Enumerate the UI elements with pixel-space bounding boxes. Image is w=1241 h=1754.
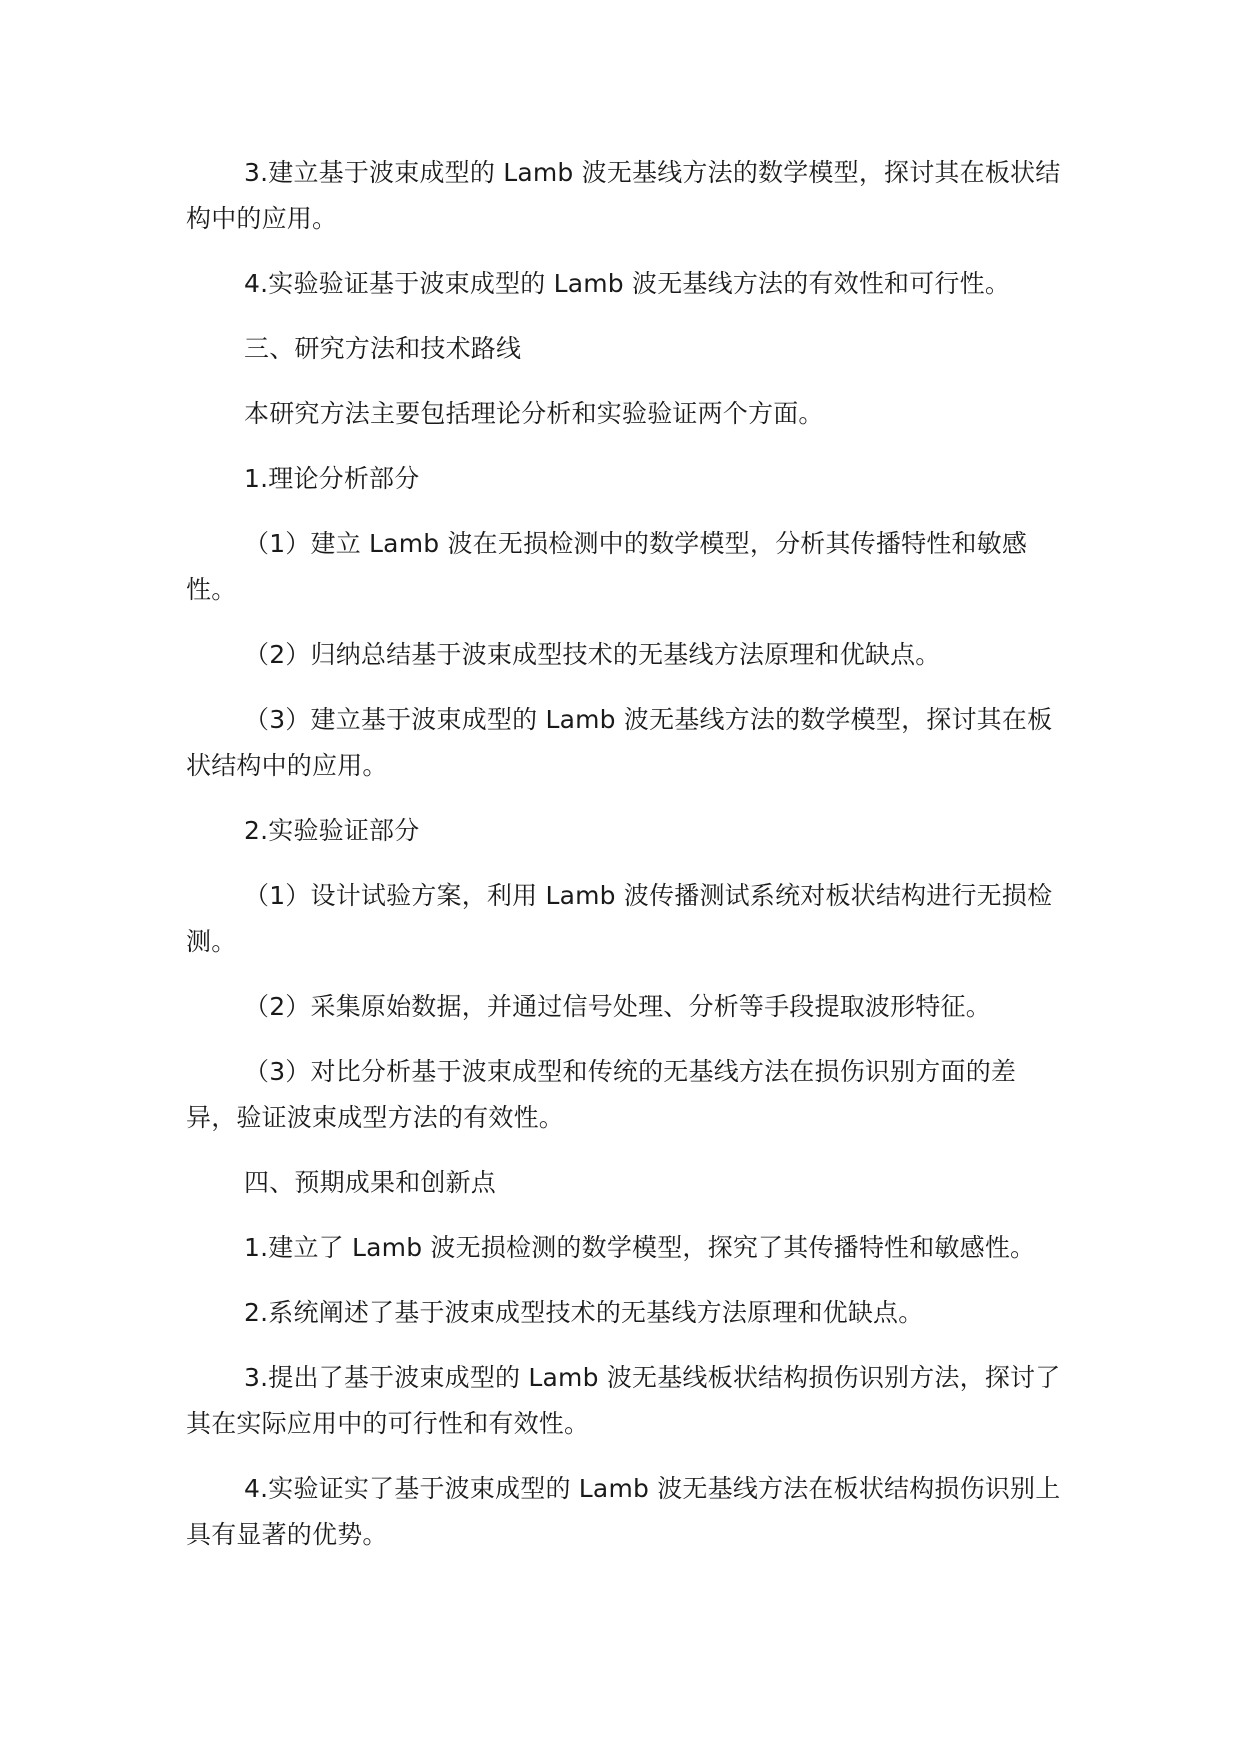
paragraph-objective-3: 3.建立基于波束成型的 Lamb 波无基线方法的数学模型，探讨其在板状结构中的应用。 bbox=[186, 158, 1061, 233]
paragraph-outcome-4: 4.实验证实了基于波束成型的 Lamb 波无基线方法在板状结构损伤识别上具有显著的优势。 bbox=[186, 1474, 1061, 1549]
section-heading-outcomes: 四、预期成果和创新点 bbox=[244, 1168, 497, 1197]
paragraph-outcome-2: 2.系统阐述了基于波束成型技术的无基线方法原理和优缺点。 bbox=[244, 1298, 924, 1327]
paragraph-experiment-2: （2）采集原始数据，并通过信号处理、分析等手段提取波形特征。 bbox=[244, 992, 991, 1021]
subheading-theory: 1.理论分析部分 bbox=[244, 464, 420, 493]
paragraph-theory-3: （3）建立基于波束成型的 Lamb 波无基线方法的数学模型，探讨其在板状结构中的应用。 bbox=[186, 705, 1053, 780]
paragraph-outcome-1: 1.建立了 Lamb 波无损检测的数学模型，探究了其传播特性和敏感性。 bbox=[244, 1233, 1036, 1262]
paragraph-outcome-3: 3.提出了基于波束成型的 Lamb 波无基线板状结构损伤识别方法，探讨了其在实际应用中的可行性和有效性。 bbox=[186, 1363, 1061, 1438]
paragraph-methods-intro: 本研究方法主要包括理论分析和实验验证两个方面。 bbox=[244, 399, 824, 428]
document-body bbox=[186, 150, 1066, 1577]
paragraph-theory-2: （2）归纳总结基于波束成型技术的无基线方法原理和优缺点。 bbox=[244, 640, 941, 669]
paragraph-experiment-1: （1）设计试验方案，利用 Lamb 波传播测试系统对板状结构进行无损检测。 bbox=[186, 881, 1053, 956]
paragraph-objective-4: 4.实验验证基于波束成型的 Lamb 波无基线方法的有效性和可行性。 bbox=[244, 269, 1011, 298]
paragraph-theory-1: （1）建立 Lamb 波在无损检测中的数学模型，分析其传播特性和敏感性。 bbox=[186, 529, 1028, 604]
subheading-experiment: 2.实验验证部分 bbox=[244, 816, 420, 845]
paragraph-experiment-3: （3）对比分析基于波束成型和传统的无基线方法在损伤识别方面的差异，验证波束成型方法的有效性。 bbox=[186, 1057, 1017, 1132]
section-heading-methods: 三、研究方法和技术路线 bbox=[244, 334, 522, 363]
